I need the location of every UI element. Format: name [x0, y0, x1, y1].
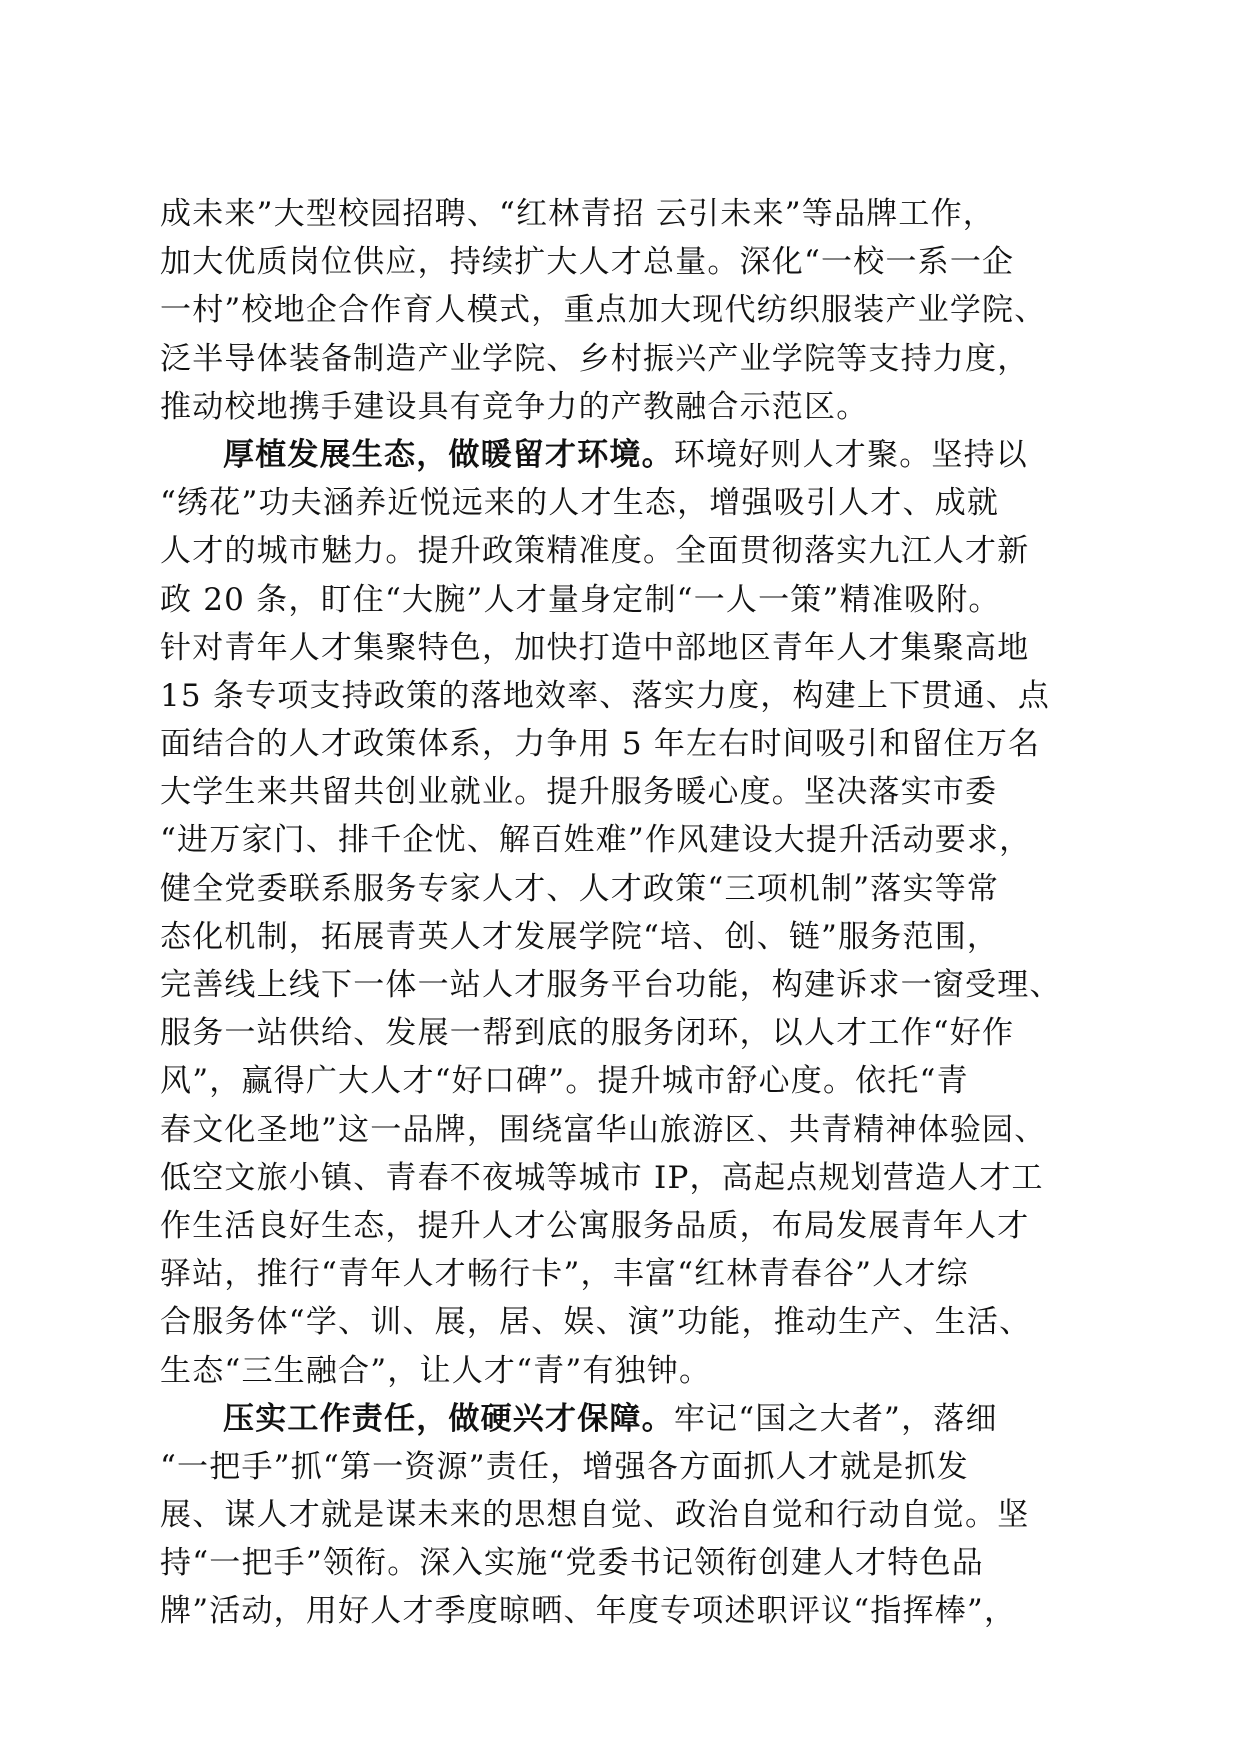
- paragraph-talent-environment: [160, 431, 1080, 1395]
- section-heading: 厚植发展生态，做暖留才环境。: [223, 436, 674, 473]
- text-line: 展、谋人才就是谋未来的思想自觉、政治自觉和行动自觉。坚: [160, 1497, 1030, 1534]
- text-line: 政 20 条，盯住“大腕”人才量身定制“一人一策”精准吸附。: [160, 581, 1001, 618]
- text-line: 泛半导体装备制造产业学院、乡村振兴产业学院等支持力度，: [160, 340, 1030, 377]
- text-line: 大学生来共留共创业就业。提升服务暖心度。坚决落实市委: [160, 774, 998, 811]
- paragraph-work-responsibility: [160, 1395, 1080, 1636]
- text-line: 服务一站供给、发展一帮到底的服务闭环，以人才工作“好作: [160, 1015, 1015, 1052]
- text-line: 完善线上线下一体一站人才服务平台功能，构建诉求一窗受理、: [160, 967, 1062, 1003]
- text-line: 针对青年人才集聚特色，加快打造中部地区青年人才集聚高地: [160, 629, 1030, 666]
- text-line: 加大优质岗位供应，持续扩大人才总量。深化“一校一系一企: [160, 244, 1015, 281]
- paragraph-first-line: [160, 1395, 1080, 1443]
- text-line: 持“一把手”领衔。深入实施“党委书记领衔创建人才特色品: [160, 1545, 984, 1582]
- text-line: “进万家门、排千企忧、解百姓难”作风建设大提升活动要求，: [160, 822, 1032, 859]
- text-line: 牌”活动，用好人才季度晾晒、年度专项述职评议“指挥棒”，: [160, 1593, 1017, 1630]
- section-heading: 压实工作责任，做硬兴才保障。: [223, 1400, 674, 1437]
- text-line: 健全党委联系服务专家人才、人才政策“三项机制”落实等常: [160, 870, 1000, 907]
- text-line: 一村”校地企合作育人模式，重点加大现代纺织服装产业学院、: [160, 292, 1047, 329]
- text-line: 人才的城市魅力。提升政策精准度。全面贯彻落实九江人才新: [160, 533, 1030, 570]
- body-text: 牢记“国之大者”，落细: [673, 1400, 998, 1437]
- body-text: 环境好则人才聚。坚持以: [673, 436, 1029, 473]
- paragraph-recruitment: [160, 190, 1080, 431]
- text-line: 推动校地携手建设具有竞争力的产教融合示范区。: [160, 388, 869, 425]
- text-line: 成未来”大型校园招聘、“红林青招 云引未来”等品牌工作，: [160, 196, 995, 232]
- text-line: 生态“三生融合”，让人才“青”有独钟。: [160, 1352, 712, 1389]
- text-line: 合服务体“学、训、展，居、娱、演”功能，推动生产、生活、: [160, 1304, 1032, 1341]
- text-line: 态化机制，拓展青英人才发展学院“培、创、链”服务范围，: [160, 918, 1000, 955]
- text-line: 15 条专项支持政策的落地效率、落实力度，构建上下贯通、点: [160, 677, 1051, 714]
- text-line: 驿站，推行“青年人才畅行卡”，丰富“红林青春谷”人才综: [160, 1256, 969, 1293]
- text-line: “绣花”功夫涵养近悦远来的人才生态，增强吸引人才、成就: [160, 485, 1000, 522]
- text-line: 作生活良好生态，提升人才公寓服务品质，布局发展青年人才: [160, 1207, 1030, 1244]
- paragraph-first-line: [160, 431, 1080, 479]
- text-line: 风”，赢得广大人才“好口碑”。提升城市舒心度。依托“青: [160, 1063, 969, 1100]
- text-line: “一把手”抓“第一资源”责任，增强各方面抓人才就是抓发: [160, 1448, 969, 1485]
- text-line: 低空文旅小镇、青春不夜城等城市 IP，高起点规划营造人才工: [160, 1159, 1044, 1196]
- text-line: 春文化圣地”这一品牌，围绕富华山旅游区、共青精神体验园、: [160, 1111, 1047, 1148]
- document-page: [160, 190, 1080, 1636]
- text-line: 面结合的人才政策体系，力争用 5 年左右时间吸引和留住万名: [160, 726, 1041, 763]
